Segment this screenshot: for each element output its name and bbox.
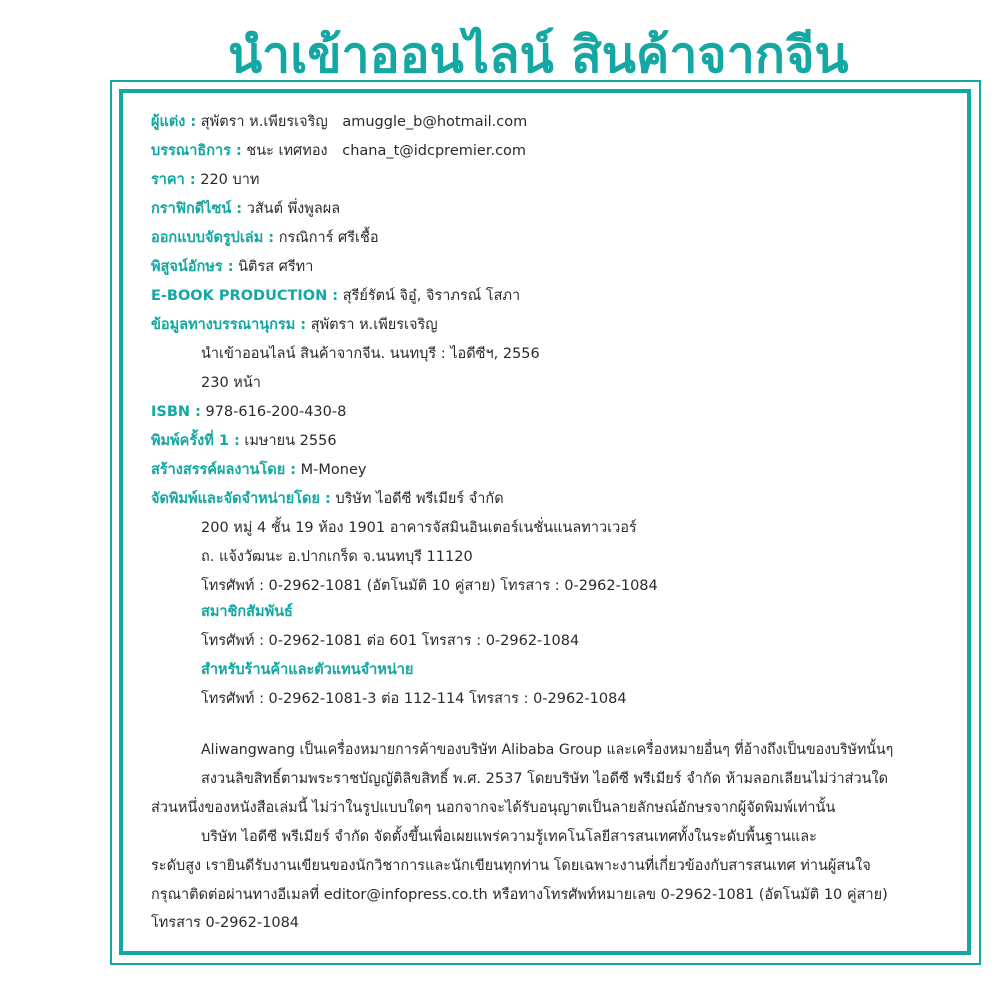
trademark-notice: Aliwangwang เป็นเครื่องหมายการค้าของบริษัท Alibaba Group และเครื่องหมายอื่นๆ ที่อ้างถึงเป็นของบริษัทนั้นๆ (201, 742, 894, 758)
dealer-phone: โทรศัพท์ : 0-2962-1081-3 ต่อ 112-114 โทรสาร : 0-2962-1084 (201, 691, 627, 707)
credit-price: ราคา : 220 บาท (151, 172, 260, 188)
copyright-notice-cont: ส่วนหนึ่งของหนังสือเล่มนี้ ไม่ว่าในรูปแบบใดๆ นอกจากจะได้รับอนุญาตเป็นลายลักษณ์อักษรจากผู้จัดพิมพ์เท่านั้น (151, 800, 836, 816)
edition: พิมพ์ครั้งที่ 1 : เมษายน 2556 (151, 433, 337, 449)
credit-graphic-design: กราฟิกดีไซน์ : วสันต์ พึ่งพูลผล (151, 201, 341, 217)
catalog-line: นำเข้าออนไลน์ สินค้าจากจีน. นนทบุรี : ไอดีซีฯ, 2556 (201, 346, 540, 362)
editor-email: chana_t@idcpremier.com (342, 143, 527, 159)
isbn: ISBN : 978-616-200-430-8 (151, 404, 347, 420)
catalog-line: 230 หน้า (201, 375, 261, 391)
company-notice-cont: ระดับสูง เรายินดีรับงานเขียนของนักวิชาการและนักเขียนทุกท่าน โดยเฉพาะงานที่เกี่ยวข้องกับสารสนเทศ ท่านผู้สนใจ (151, 858, 871, 874)
member-phone: โทรศัพท์ : 0-2962-1081 ต่อ 601 โทรสาร : 0-2962-1084 (201, 633, 580, 649)
dealer-heading: สำหรับร้านค้าและตัวแทนจำหน่าย (201, 662, 414, 678)
credit-author: ผู้แต่ง : สุพัตรา ห.เพียรเจริญ amuggle_b@hotmail.com (151, 114, 528, 130)
publisher-address-line: ถ. แจ้งวัฒนะ อ.ปากเกร็ด จ.นนทบุรี 11120 (201, 549, 473, 565)
copyright-notice: สงวนลิขสิทธิ์ตามพระราชบัญญัติลิขสิทธิ์ พ.ศ. 2537 โดยบริษัท ไอดีซี พรีเมียร์ จำกัด ห้ามลอกเลียนไม่ว่าส่วนใด (201, 771, 889, 787)
credit-editor: บรรณาธิการ : ชนะ เทศทอง chana_t@idcpremier.com (151, 143, 527, 159)
credit-ebook-production: E-BOOK PRODUCTION : สุรีย์รัตน์ จิอู๋, จิราภรณ์ โสภา (151, 288, 521, 304)
book-title: นำเข้าออนไลน์ สินค้าจากจีน (228, 26, 849, 84)
publisher: จัดพิมพ์และจัดจำหน่ายโดย : บริษัท ไอดีซี พรีเมียร์ จำกัด (151, 491, 504, 507)
company-notice: บริษัท ไอดีซี พรีเมียร์ จำกัด จัดตั้งขึ้นเพื่อเผยแพร่ความรู้เทคโนโลยีสารสนเทศทั้งในระดับพื้นฐานและ (201, 829, 817, 845)
publisher-phone: โทรศัพท์ : 0-2962-1081 (อัตโนมัติ 10 คู่สาย) โทรสาร : 0-2962-1084 (201, 578, 658, 594)
author-email: amuggle_b@hotmail.com (342, 114, 528, 130)
publisher-address-line: 200 หมู่ 4 ชั้น 19 ห้อง 1901 อาคารจัสมินอินเตอร์เนชั่นแนลทาวเวอร์ (201, 520, 637, 536)
member-heading: สมาชิกสัมพันธ์ (201, 604, 293, 620)
credit-cataloging: ข้อมูลทางบรรณานุกรม : สุพัตรา ห.เพียรเจริญ (151, 317, 438, 333)
fax-notice: โทรสาร 0-2962-1084 (151, 915, 300, 931)
credit-layout-design: ออกแบบจัดรูปเล่ม : กรณิการ์ ศรีเชื้อ (151, 230, 379, 246)
contact-notice: กรุณาติดต่อผ่านทางอีเมลที่ editor@infopress.co.th หรือทางโทรศัพท์หมายเลข 0-2962-1081 (อัตโนมัติ 10 คู่สาย) (151, 887, 888, 903)
creator: สร้างสรรค์ผลงานโดย : M-Money (151, 462, 367, 478)
credit-proofreader: พิสูจน์อักษร : นิติรส ศรีทา (151, 259, 314, 275)
